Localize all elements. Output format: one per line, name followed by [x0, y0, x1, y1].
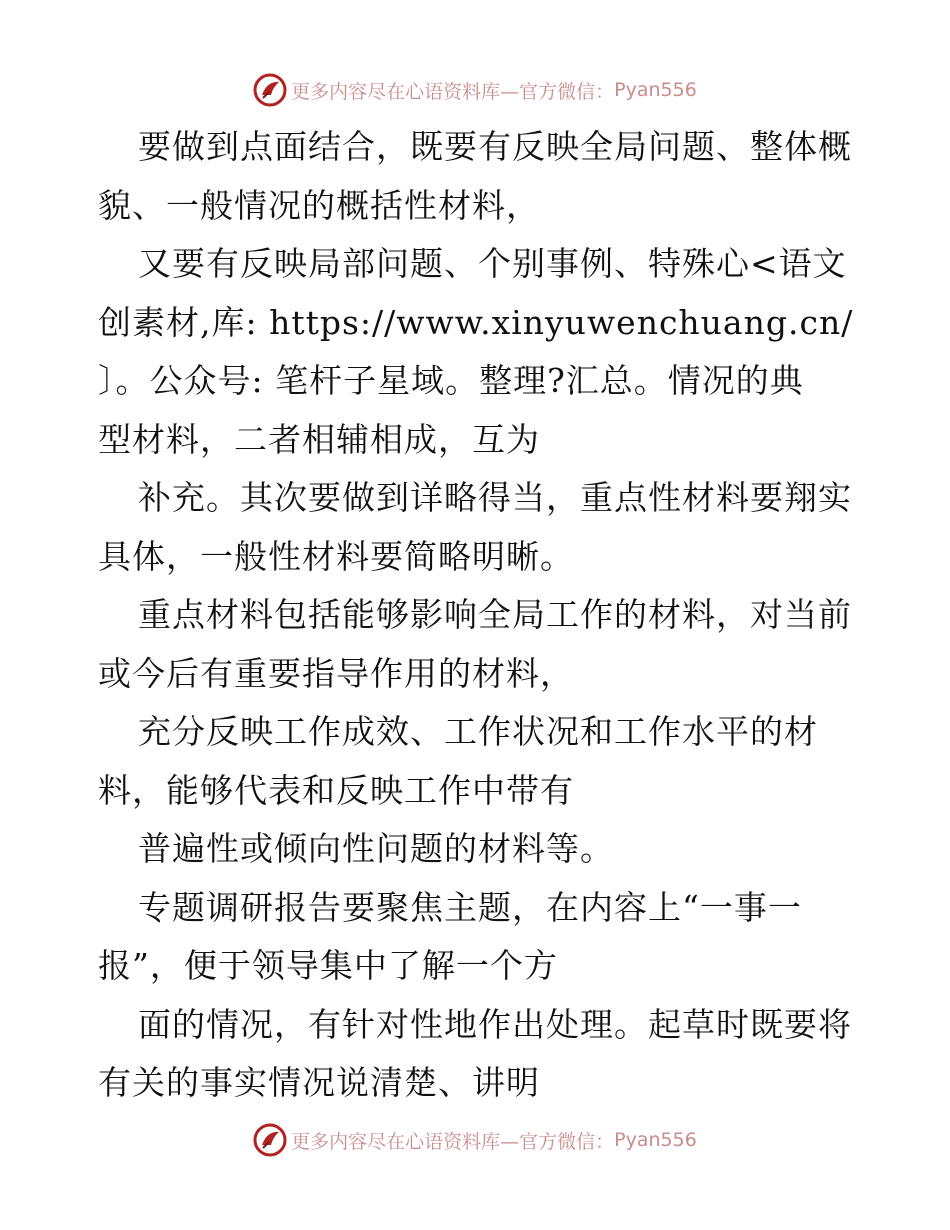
text-line: 〕。公众号: 笔杆子星域。整理?汇总。情况的典 [98, 361, 804, 400]
text-line: 补充。其次要做到详略得当，重点性材料要翔实 [138, 478, 852, 517]
header-watermark-banner [0, 70, 950, 110]
text-line: 或今后有重要指导作用的材料， [98, 653, 574, 693]
text-line: 重点材料包括能够影响全局工作的材料，对当前 [138, 595, 852, 634]
text-line: 充分反映工作成效、工作状况和工作水平的材 [138, 712, 818, 751]
banner-text: 更多内容尽在心语资料库—官方微信： [291, 80, 615, 103]
text-line: 专题调研报告要聚焦主题，在内容上“一事一 [138, 887, 802, 927]
text-line: 又要有反映局部问题、个别事例、特殊心<语文 [138, 244, 847, 283]
paragraph-3 [98, 469, 868, 586]
text-line: 报”，便于领导集中了解一个方 [98, 946, 558, 985]
paragraph-4 [98, 586, 868, 703]
footer-watermark-banner [0, 1120, 950, 1160]
document-body [98, 118, 868, 1113]
text-line: 料，能够代表和反映工作中带有 [98, 770, 574, 810]
text-line: 要做到点面结合，既要有反映全局问题、整体概 [138, 127, 852, 166]
logo-icon [253, 1123, 287, 1157]
banner-text: 更多内容尽在心语资料库—官方微信： [291, 1130, 615, 1153]
paragraph-8 [98, 996, 868, 1113]
text-line: 型材料，二者相辅相成，互为 [98, 419, 540, 459]
text-line-url: 创素材,库: https://www.xinyuwenchuang.cn/ [98, 302, 854, 342]
text-line: 普遍性或倾向性问题的材料等。 [138, 829, 614, 868]
logo-icon [253, 73, 287, 107]
text-line: 具体，一般性材料要简略明晰。 [98, 536, 574, 576]
paragraph-6 [98, 820, 868, 879]
paragraph-2 [98, 235, 868, 469]
paragraph-5 [98, 703, 868, 820]
paragraph-1 [98, 118, 868, 235]
paragraph-7 [98, 879, 868, 996]
text-line: 貌、一般情况的概括性材料， [98, 185, 540, 225]
banner-handle: Pyan556 [614, 79, 697, 101]
text-line: 面的情况，有针对性地作出处理。起草时既要将 [138, 1004, 852, 1044]
banner-handle: Pyan556 [614, 1129, 697, 1151]
text-line: 有关的事实情况说清楚、讲明 [98, 1063, 540, 1102]
